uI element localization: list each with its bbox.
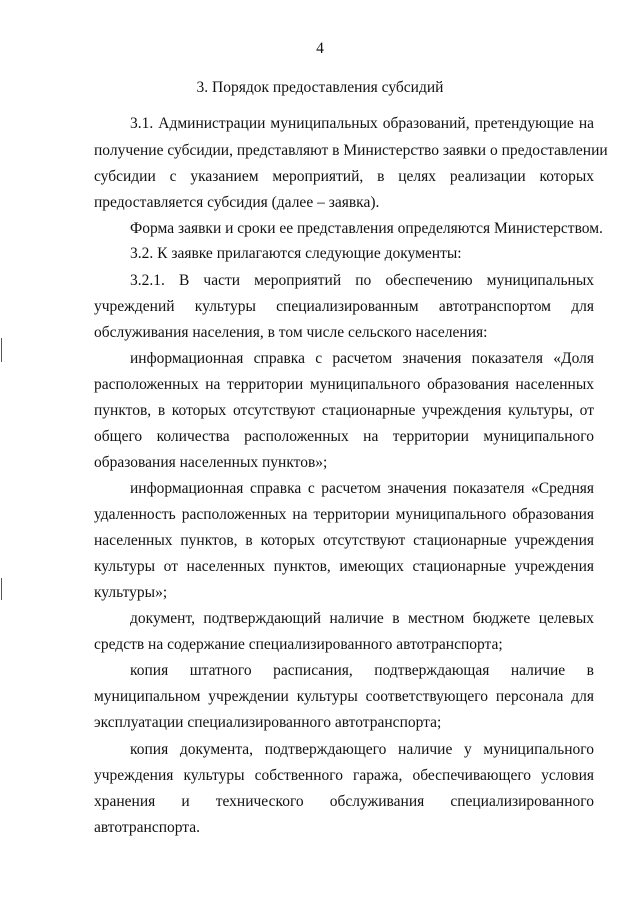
text-line: учреждений культуры специализированным автотранспортом для — [94, 298, 594, 315]
text-line: субсидии с указанием мероприятий, в целях реализации которых — [94, 168, 594, 185]
text-line: муниципальном учреждении культуры соответствующего персонала для — [94, 688, 594, 705]
text-line: 3.2. К заявке прилагаются следующие документы: — [130, 245, 462, 262]
text-line: копия документа, подтверждающего наличие у муниципального — [130, 741, 594, 758]
text-line: информационная справка с расчетом значения показателя «Доля — [130, 350, 594, 367]
text-line: расположенных на территории муниципального образования населенных — [94, 376, 594, 393]
text-line: 3.2.1. В части мероприятий по обеспечению муниципальных — [130, 272, 594, 289]
text-line: пунктов, в которых отсутствуют стационарные учреждения культуры, от — [94, 402, 594, 419]
scan-mark — [1, 578, 2, 600]
text-line: Форма заявки и сроки ее представления определяются Министерством. — [130, 220, 603, 237]
text-line: населенных пунктов, в которых отсутствуют стационарные учреждения — [94, 532, 594, 549]
text-line: предоставляется субсидия (далее – заявка). — [94, 194, 380, 211]
text-line: культуры»; — [94, 584, 168, 601]
text-line: 3.1. Администрации муниципальных образований, претендующие на — [130, 115, 594, 132]
text-line: удаленность расположенных на территории муниципального образования — [94, 506, 594, 523]
text-line: получение субсидии, представляют в Министерство заявки о предоставлении — [94, 142, 608, 159]
text-line: копия штатного расписания, подтверждающая наличие в — [130, 662, 594, 679]
text-line: обслуживания населения, в том числе сельского населения: — [94, 324, 488, 341]
text-line: документ, подтверждающий наличие в местном бюджете целевых — [130, 610, 594, 627]
text-line: автотранспорта. — [94, 819, 201, 836]
scan-mark — [1, 338, 2, 362]
text-line: культуры от населенных пунктов, имеющих стационарные учреждения — [94, 558, 594, 575]
section-title: 3. Порядок предоставления субсидий — [196, 79, 444, 96]
page-number: 4 — [316, 40, 324, 57]
text-line: средств на содержание специализированного автотранспорта; — [94, 636, 503, 653]
text-line: эксплуатации специализированного автотранспорта; — [94, 714, 442, 731]
text-line: общего количества расположенных на территории муниципального — [94, 428, 594, 445]
text-line: учреждения культуры собственного гаража, обеспечивающего условия — [94, 767, 594, 784]
text-line: хранения и технического обслуживания специализированного — [94, 793, 594, 810]
text-line: образования населенных пунктов»; — [94, 454, 328, 471]
text-line: информационная справка с расчетом значения показателя «Средняя — [130, 480, 594, 497]
